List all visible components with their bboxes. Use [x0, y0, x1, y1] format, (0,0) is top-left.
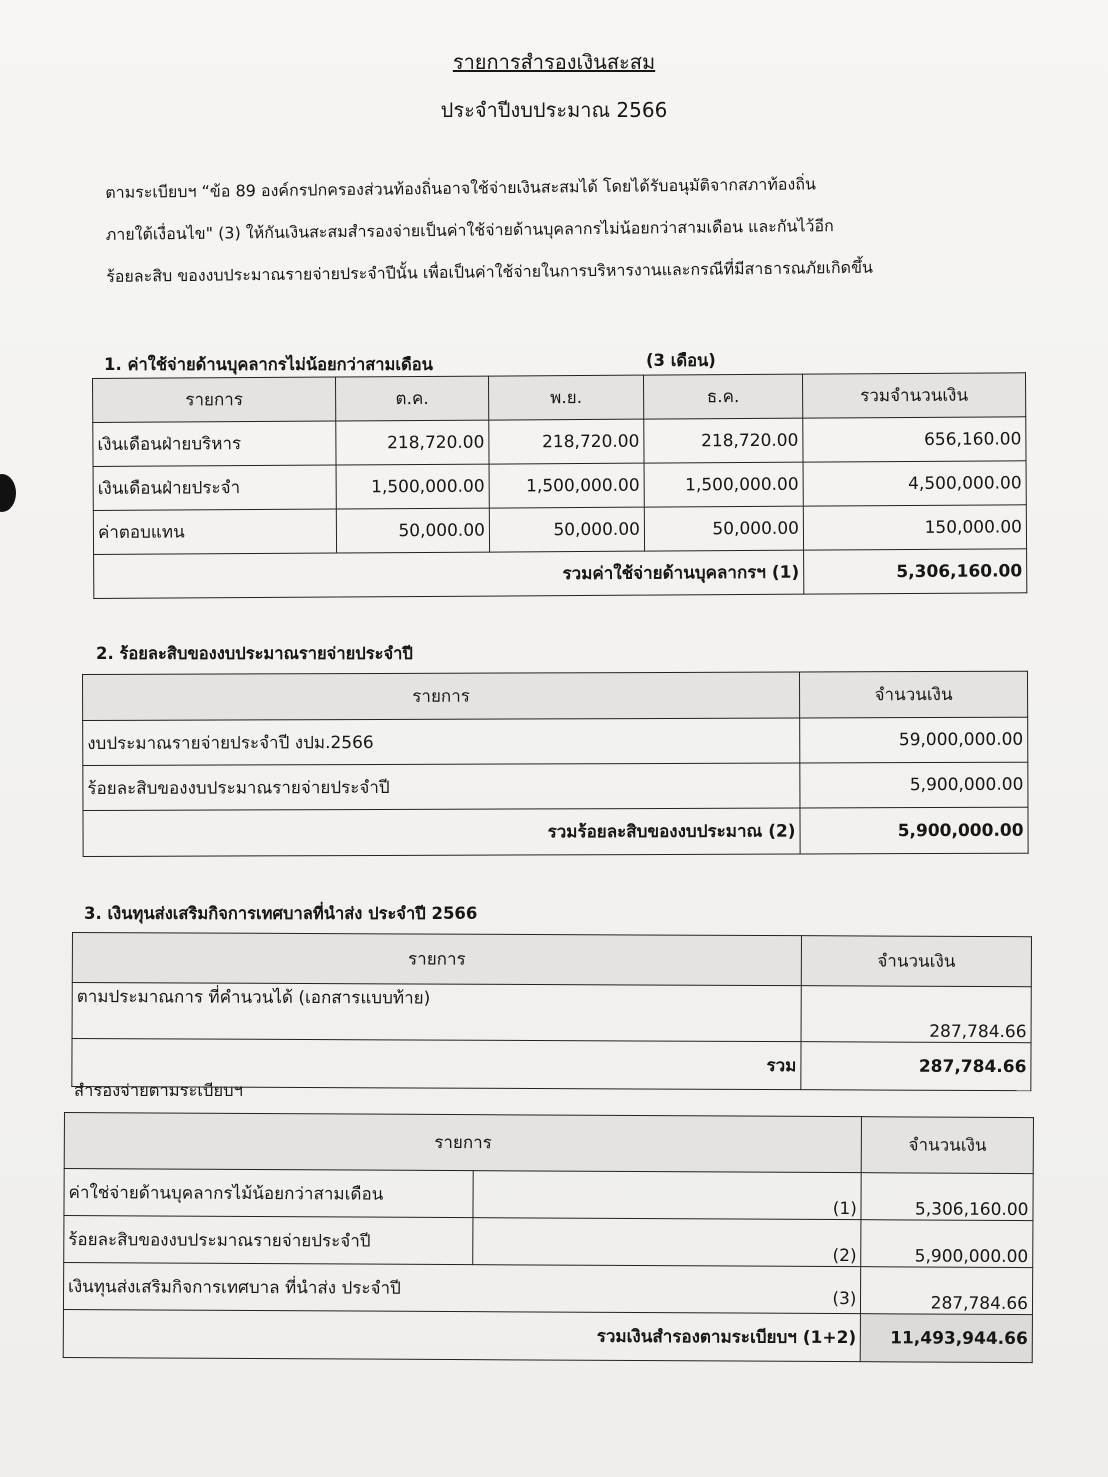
section2-heading: 2. ร้อยละสิบของงบประมาณรายจ่ายประจำปี — [96, 644, 413, 663]
section2-header-row — [83, 671, 1028, 720]
row-ref: (1) — [473, 1171, 862, 1220]
row-total: 656,160.00 — [803, 417, 1026, 462]
section2-table — [82, 671, 1029, 857]
table-row — [93, 505, 1026, 555]
row-item: ค่าตอบแทน — [93, 509, 336, 554]
section2-sum-row — [83, 807, 1028, 856]
col-total-header: รวมจำนวนเงิน — [802, 373, 1025, 418]
row-nov: 50,000.00 — [489, 507, 644, 552]
row-dec: 50,000.00 — [644, 506, 803, 551]
punch-hole — [0, 474, 16, 512]
row-item: เงินเดือนฝ่ายประจำ — [93, 465, 336, 510]
section1-note: (3 เดือน) — [646, 351, 716, 370]
section1-heading: 1. ค่าใช้จ่ายด้านบุคลากรไม่น้อยกว่าสามเดือน — [104, 355, 433, 374]
section3-sum-value: 287,784.66 — [801, 1042, 1031, 1091]
summary-sum-label: รวมเงินสำรองตามระเบียบฯ (1+2) — [63, 1309, 861, 1361]
col-item-header: รายการ — [83, 672, 800, 721]
table-row — [64, 1169, 1033, 1221]
row-item: ร้อยละสิบของงบประมาณรายจ่ายประจำปี — [64, 1216, 473, 1265]
row-item: ร้อยละสิบของงบประมาณรายจ่ายประจำปี — [83, 763, 800, 811]
col-dec-header: ธ.ค. — [643, 374, 802, 419]
summary-sum-row — [63, 1309, 1032, 1362]
row-ref: (2) — [473, 1218, 862, 1267]
section1-sum-row — [94, 549, 1027, 599]
summary-sum-value: 11,493,944.66 — [861, 1314, 1033, 1363]
row-ref: (3) — [832, 1289, 857, 1310]
table-row — [83, 762, 1028, 810]
col-nov-header: พ.ย. — [488, 375, 643, 420]
col-item-header: รายการ — [64, 1113, 862, 1173]
section3-header-row — [72, 933, 1031, 987]
intro-line-3: ร้อยละสิบ ของงบประมาณรายจ่ายประจำปีนั้น เพื่อเป็นค่าใช้จ่ายในการบริหารงานและกรณีที่มีสาธารณภัยเกิดขึ้น — [106, 257, 873, 286]
row-nov: 218,720.00 — [489, 419, 644, 464]
summary-header-row — [64, 1113, 1033, 1174]
row-dec: 1,500,000.00 — [644, 462, 803, 507]
section1-sum-label: รวมค่าใช้จ่ายด้านบุคลากรฯ (1) — [94, 550, 804, 598]
row-oct: 50,000.00 — [336, 508, 489, 553]
row-amount: 287,784.66 — [801, 986, 1031, 1043]
intro-paragraph — [105, 161, 1006, 298]
section2-sum-value: 5,900,000.00 — [800, 807, 1028, 854]
col-item-header: รายการ — [93, 377, 336, 422]
summary-table — [63, 1112, 1034, 1363]
row-item: เงินเดือนฝ่ายบริหาร — [93, 421, 336, 466]
row-total: 150,000.00 — [803, 505, 1026, 550]
section3-table — [71, 932, 1032, 1091]
document-title: รายการสำรองเงินสะสม — [452, 50, 656, 74]
col-item-header: รายการ — [72, 933, 801, 986]
row-amount: 5,900,000.00 — [800, 762, 1028, 808]
row-amount: 5,900,000.00 — [861, 1220, 1033, 1268]
section1-table — [92, 372, 1027, 599]
col-amount-header: จำนวนเงิน — [862, 1117, 1034, 1174]
row-item: งบประมาณรายจ่ายประจำปี งปม.2566 — [83, 718, 800, 766]
row-dec: 218,720.00 — [644, 418, 803, 463]
row-amount: 287,784.66 — [861, 1267, 1033, 1315]
table-row — [93, 461, 1026, 511]
summary-heading: สำรองจ่ายตามระเบียบฯ — [74, 1081, 243, 1100]
row-oct: 218,720.00 — [336, 420, 489, 465]
section3-sum-label: รวม — [72, 1039, 801, 1090]
col-amount-header: จำนวนเงิน — [799, 671, 1027, 718]
section1-header-row — [93, 373, 1026, 423]
col-oct-header: ต.ค. — [335, 376, 488, 421]
row-item: ค่าใช่จ่ายด้านบุคลากรไม้น้อยกว่าสามเดือน — [64, 1169, 473, 1218]
row-total: 4,500,000.00 — [803, 461, 1026, 506]
col-amount-header: จำนวนเงิน — [801, 936, 1031, 987]
table-row — [83, 717, 1028, 765]
intro-line-1: ตามระเบียบฯ “ข้อ 89 องค์กรปกครองส่วนท้องถิ่นอาจใช้จ่ายเงินสะสมได้ โดยได้รับอนุมัติจากสภาท้องถิ่น — [105, 174, 817, 202]
table-row — [63, 1263, 1032, 1315]
row-item: ตามประมาณการ ที่คำนวนได้ (เอกสารแบบท้าย) — [72, 983, 801, 1042]
row-nov: 1,500,000.00 — [489, 463, 644, 508]
row-item-with-ref — [63, 1263, 861, 1314]
row-amount: 59,000,000.00 — [800, 717, 1028, 763]
table-row — [72, 983, 1031, 1043]
row-item: เงินทุนส่งเสริมกิจการเทศบาล ที่นำส่ง ประจำปี — [68, 1276, 401, 1299]
document-subtitle: ประจำปีงบประมาณ 2566 — [440, 98, 668, 122]
section1-sum-value: 5,306,160.00 — [804, 549, 1027, 594]
table-row — [93, 417, 1026, 467]
table-row — [64, 1216, 1033, 1268]
section2-sum-label: รวมร้อยละสิบของงบประมาณ (2) — [83, 808, 800, 857]
row-oct: 1,500,000.00 — [336, 464, 489, 509]
intro-line-2: ภายใต้เงื่อนไข" (3) ให้กันเงินสะสมสำรองจ่ายเป็นค่าใช้จ่ายด้านบุคลากรไม่น้อยกว่าสามเดือน และกันไว้อีก — [105, 216, 834, 244]
section3-heading: 3. เงินทุนส่งเสริมกิจการเทศบาลที่นำส่ง ประจำปี 2566 — [84, 904, 478, 923]
row-amount: 5,306,160.00 — [861, 1173, 1033, 1221]
